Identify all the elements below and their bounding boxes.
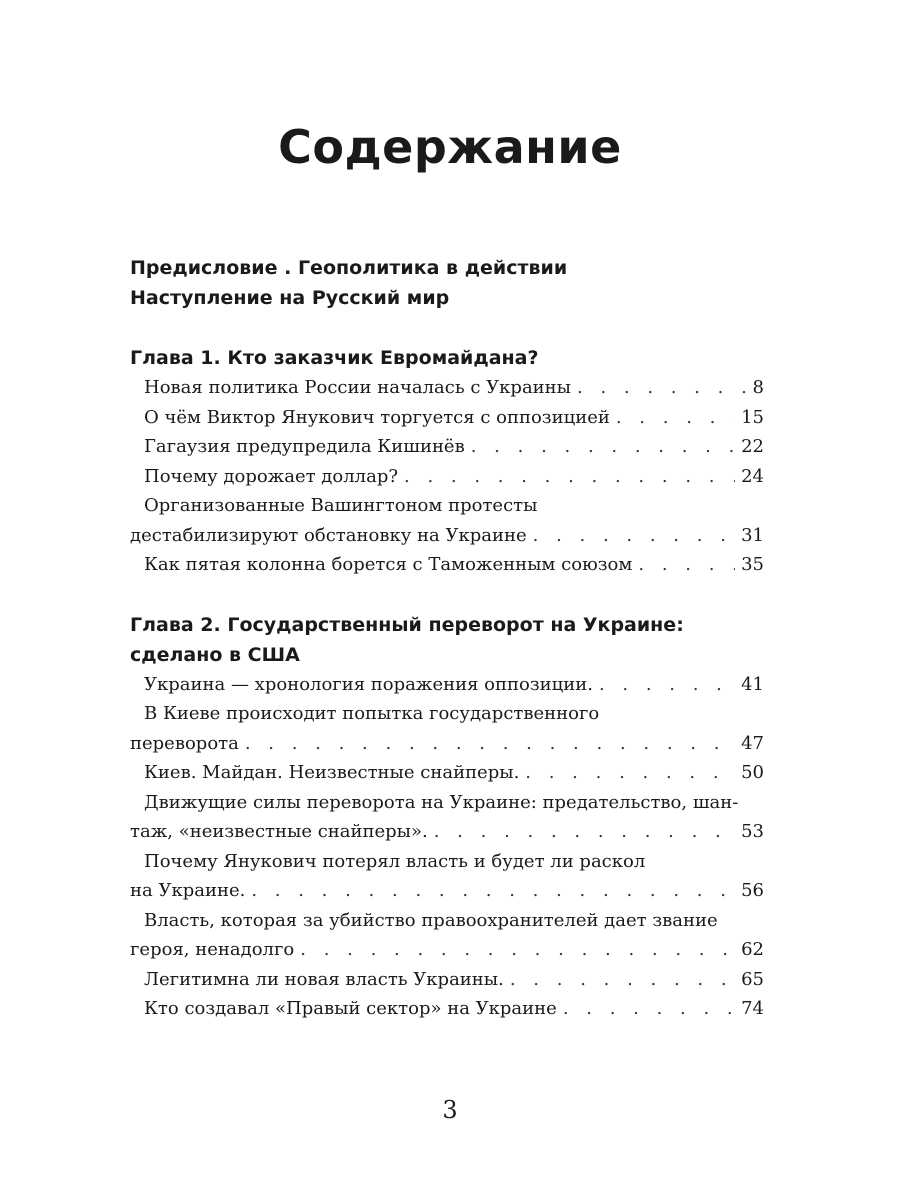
table-of-contents — [130, 253, 764, 1024]
toc-entry[interactable] — [130, 699, 764, 758]
toc-page-number: 74 — [741, 998, 764, 1019]
chapter-heading-line: Глава 1. Кто заказчик Евромайдана? — [130, 347, 539, 369]
dot-leader — [563, 994, 735, 1024]
chapter-heading — [130, 343, 764, 373]
dot-leader — [300, 935, 735, 965]
dot-leader — [533, 521, 735, 551]
chapter-section — [130, 610, 764, 1024]
toc-entry[interactable] — [130, 550, 764, 580]
toc-page-number: 65 — [741, 968, 764, 990]
toc-entry-line: Власть, которая за убийство правоохранителей дает звание — [144, 909, 718, 931]
toc-page-number: 41 — [741, 673, 764, 695]
page-title: Содержание — [278, 120, 622, 174]
toc-page-number: 8 — [752, 377, 764, 398]
dot-leader — [434, 817, 735, 847]
dot-leader — [245, 729, 735, 759]
toc-entry[interactable] — [130, 847, 764, 906]
toc-page-number: 56 — [741, 880, 764, 901]
toc-entry[interactable] — [130, 462, 764, 492]
toc-entry-title: Киев. Майдан. Неизвестные снайперы. — [144, 762, 520, 783]
toc-entry-title: дестабилизируют обстановку на Украине — [130, 524, 527, 546]
toc-page-number: 22 — [741, 436, 764, 457]
toc-entry[interactable] — [130, 670, 764, 700]
dot-leader — [599, 670, 735, 700]
toc-entry-title: таж, «неизвестные снайперы». — [130, 821, 428, 842]
chapter-section — [130, 343, 764, 580]
chapter-heading — [130, 610, 764, 670]
toc-page-number: 15 — [741, 406, 764, 428]
toc-entry-title: Украина — хронология поражения оппозиции. — [144, 673, 593, 695]
dot-leader — [510, 965, 735, 995]
toc-page-number: 35 — [741, 554, 764, 575]
toc-entry-title: Почему дорожает доллар? — [144, 465, 398, 487]
toc-page-number: 62 — [741, 939, 764, 960]
preface-line-1: Предисловие . Геополитика в действии — [130, 257, 568, 279]
dot-leader — [616, 403, 735, 433]
toc-entry[interactable] — [130, 788, 764, 847]
toc-entry[interactable] — [130, 403, 764, 433]
toc-entry-title: Гагаузия предупредила Кишинёв — [144, 436, 465, 457]
dot-leader — [471, 432, 735, 462]
dot-leader — [525, 758, 735, 788]
toc-entry[interactable] — [130, 373, 764, 403]
toc-entry[interactable] — [130, 758, 764, 788]
preface-heading — [130, 253, 764, 313]
toc-entry[interactable] — [130, 965, 764, 995]
chapter-heading-line: Глава 2. Государственный переворот на Украине: — [130, 613, 684, 636]
toc-page-number: 47 — [741, 732, 764, 754]
page-number: 3 — [442, 1096, 458, 1124]
toc-entry-line: Движущие силы переворота на Украине: предательство, шан- — [144, 791, 739, 813]
toc-entry-line: Организованные Вашингтоном протесты — [144, 495, 538, 516]
toc-entry-line: В Киеве происходит попытка государственного — [144, 703, 600, 724]
toc-entry-title: Кто создавал «Правый сектор» на Украине — [144, 998, 557, 1019]
toc-entry[interactable] — [130, 432, 764, 462]
toc-entry-title: Новая политика России началась с Украины — [144, 377, 571, 398]
toc-entry[interactable] — [130, 906, 764, 965]
toc-entry-line: Почему Янукович потерял власть и будет ли раскол — [144, 850, 646, 872]
toc-entry-title: Как пятая колонна борется с Таможенным союзом — [144, 554, 633, 575]
toc-entry-title: переворота — [130, 732, 239, 754]
chapters-list — [130, 343, 764, 1024]
toc-page-number: 24 — [741, 465, 764, 487]
toc-entry[interactable] — [130, 994, 764, 1024]
toc-entry-title: на Украине. — [130, 880, 246, 901]
toc-entry-title: О чём Виктор Янукович торгуется с оппозицией — [144, 406, 610, 428]
toc-entry[interactable] — [130, 491, 764, 550]
dot-leader — [577, 373, 747, 403]
dot-leader — [251, 876, 735, 906]
toc-page-number: 50 — [741, 762, 764, 783]
toc-page-number: 53 — [741, 821, 764, 842]
dot-leader — [404, 462, 735, 492]
toc-page-number: 31 — [741, 524, 764, 546]
chapter-heading-line: сделано в США — [130, 643, 300, 666]
toc-entry-title: героя, ненадолго — [130, 939, 295, 960]
preface-line-2: Наступление на Русский мир — [130, 287, 450, 309]
toc-entry-title: Легитимна ли новая власть Украины. — [144, 968, 504, 990]
dot-leader — [638, 550, 735, 580]
